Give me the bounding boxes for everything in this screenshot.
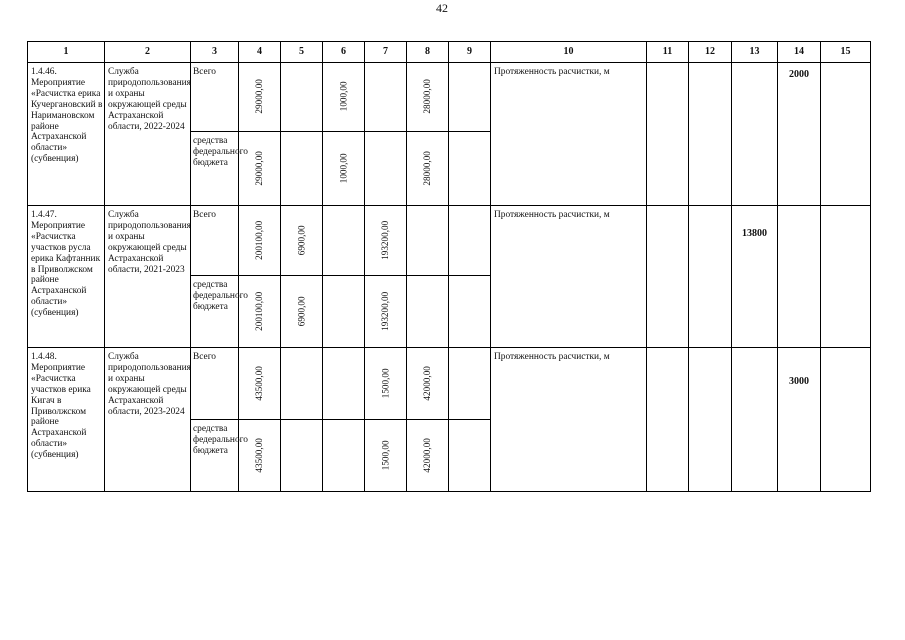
table-cell xyxy=(323,348,365,420)
table-row xyxy=(28,348,871,420)
table-cell xyxy=(647,63,689,206)
column-header: 12 xyxy=(689,42,732,63)
amount: 28000,00 xyxy=(422,150,433,186)
table-cell xyxy=(281,348,323,420)
column-header: 15 xyxy=(821,42,871,63)
column-header: 2 xyxy=(105,42,191,63)
column-header: 1 xyxy=(28,42,105,63)
table-cell xyxy=(365,348,407,420)
amount: 1000,00 xyxy=(338,152,349,183)
column-header: 8 xyxy=(407,42,449,63)
column-header: 14 xyxy=(778,42,821,63)
table-cell xyxy=(365,132,407,206)
amount: 29000,00 xyxy=(254,150,265,186)
amount: 200100,00 xyxy=(254,291,265,331)
executor: Служба природопользования и охраны окружающей среды Астраханской области, 2021-2023 xyxy=(105,206,191,348)
table-cell xyxy=(407,206,449,276)
indicator-value-13 xyxy=(732,348,778,492)
amount: 200100,00 xyxy=(254,220,265,260)
table-cell xyxy=(449,420,491,492)
table-cell xyxy=(365,420,407,492)
table-cell xyxy=(281,276,323,348)
amount: 43500,00 xyxy=(254,437,265,473)
funding-source: средства федерального бюджета xyxy=(191,420,239,492)
funding-source: Всего xyxy=(191,63,239,132)
column-header: 6 xyxy=(323,42,365,63)
table-cell xyxy=(407,348,449,420)
column-header: 9 xyxy=(449,42,491,63)
table-cell xyxy=(407,420,449,492)
table-cell xyxy=(689,348,732,492)
funding-source: средства федерального бюджета xyxy=(191,276,239,348)
amount: 1000,00 xyxy=(338,81,349,112)
column-header: 5 xyxy=(281,42,323,63)
indicator-value-13: 13800 xyxy=(732,206,778,348)
measure-description: 1.4.47. Мероприятие «Расчистка участков русла ерика Кафтанник в Приволжском районе Астраханской области» (субвенция) xyxy=(28,206,105,348)
amount: 6900,00 xyxy=(296,295,307,326)
table-cell xyxy=(323,420,365,492)
amount: 193200,00 xyxy=(380,220,391,260)
table-cell xyxy=(407,132,449,206)
funding-source: Всего xyxy=(191,348,239,420)
indicator-name: Протяженность расчистки, м xyxy=(491,206,647,348)
table-cell xyxy=(449,206,491,276)
table-cell xyxy=(323,276,365,348)
table-cell xyxy=(689,63,732,206)
table-cell xyxy=(365,206,407,276)
table-cell xyxy=(449,132,491,206)
table-cell xyxy=(281,206,323,276)
indicator-name: Протяженность расчистки, м xyxy=(491,348,647,492)
table-cell xyxy=(281,132,323,206)
measure-description: 1.4.46. Мероприятие «Расчистка ерика Кучергановский в Наримановском районе Астраханской области» (субвенция) xyxy=(28,63,105,206)
table-cell xyxy=(239,276,281,348)
table-cell xyxy=(647,348,689,492)
table-cell xyxy=(407,276,449,348)
table-cell xyxy=(821,348,871,492)
table-cell xyxy=(449,348,491,420)
amount: 42000,00 xyxy=(422,437,433,473)
table-cell xyxy=(239,206,281,276)
funding-source: средства федерального бюджета xyxy=(191,132,239,206)
table-cell xyxy=(449,276,491,348)
column-header: 4 xyxy=(239,42,281,63)
page-number: 42 xyxy=(436,1,448,15)
indicator-value-14: 2000 xyxy=(778,63,821,206)
funding-source: Всего xyxy=(191,206,239,276)
column-number-row xyxy=(28,42,871,63)
amount: 1500,00 xyxy=(380,439,391,470)
amount: 43500,00 xyxy=(254,365,265,401)
table-cell xyxy=(281,420,323,492)
executor: Служба природопользования и охраны окружающей среды Астраханской области, 2022-2024 xyxy=(105,63,191,206)
table-cell xyxy=(239,420,281,492)
executor: Служба природопользования и охраны окружающей среды Астраханской области, 2023-2024 xyxy=(105,348,191,492)
table-cell xyxy=(239,348,281,420)
table-cell xyxy=(449,63,491,132)
table-cell xyxy=(821,206,871,348)
table-cell xyxy=(365,276,407,348)
table-cell xyxy=(239,132,281,206)
table-row xyxy=(28,63,871,132)
column-header: 10 xyxy=(491,42,647,63)
amount: 29000,00 xyxy=(254,79,265,114)
amount: 1500,00 xyxy=(380,367,391,398)
table-cell xyxy=(323,63,365,132)
table-cell xyxy=(407,63,449,132)
column-header: 13 xyxy=(732,42,778,63)
indicator-value-13 xyxy=(732,63,778,206)
amount: 193200,00 xyxy=(380,291,391,331)
column-header: 7 xyxy=(365,42,407,63)
amount: 28000,00 xyxy=(422,79,433,114)
indicator-value-14 xyxy=(778,206,821,348)
table-cell xyxy=(689,206,732,348)
column-header: 11 xyxy=(647,42,689,63)
table-cell xyxy=(323,132,365,206)
amount: 42000,00 xyxy=(422,365,433,401)
column-header: 3 xyxy=(191,42,239,63)
indicator-name: Протяженность расчистки, м xyxy=(491,63,647,206)
amount: 6900,00 xyxy=(296,224,307,255)
indicator-value-14: 3000 xyxy=(778,348,821,492)
program-table xyxy=(27,41,871,492)
table-row xyxy=(28,206,871,276)
table-cell xyxy=(281,63,323,132)
table-cell xyxy=(647,206,689,348)
table-cell xyxy=(239,63,281,132)
table-cell xyxy=(821,63,871,206)
table-cell xyxy=(323,206,365,276)
table-cell xyxy=(365,63,407,132)
measure-description: 1.4.48. Мероприятие «Расчистка участков ерика Кигач в Приволжском районе Астраханской области» (субвенция) xyxy=(28,348,105,492)
